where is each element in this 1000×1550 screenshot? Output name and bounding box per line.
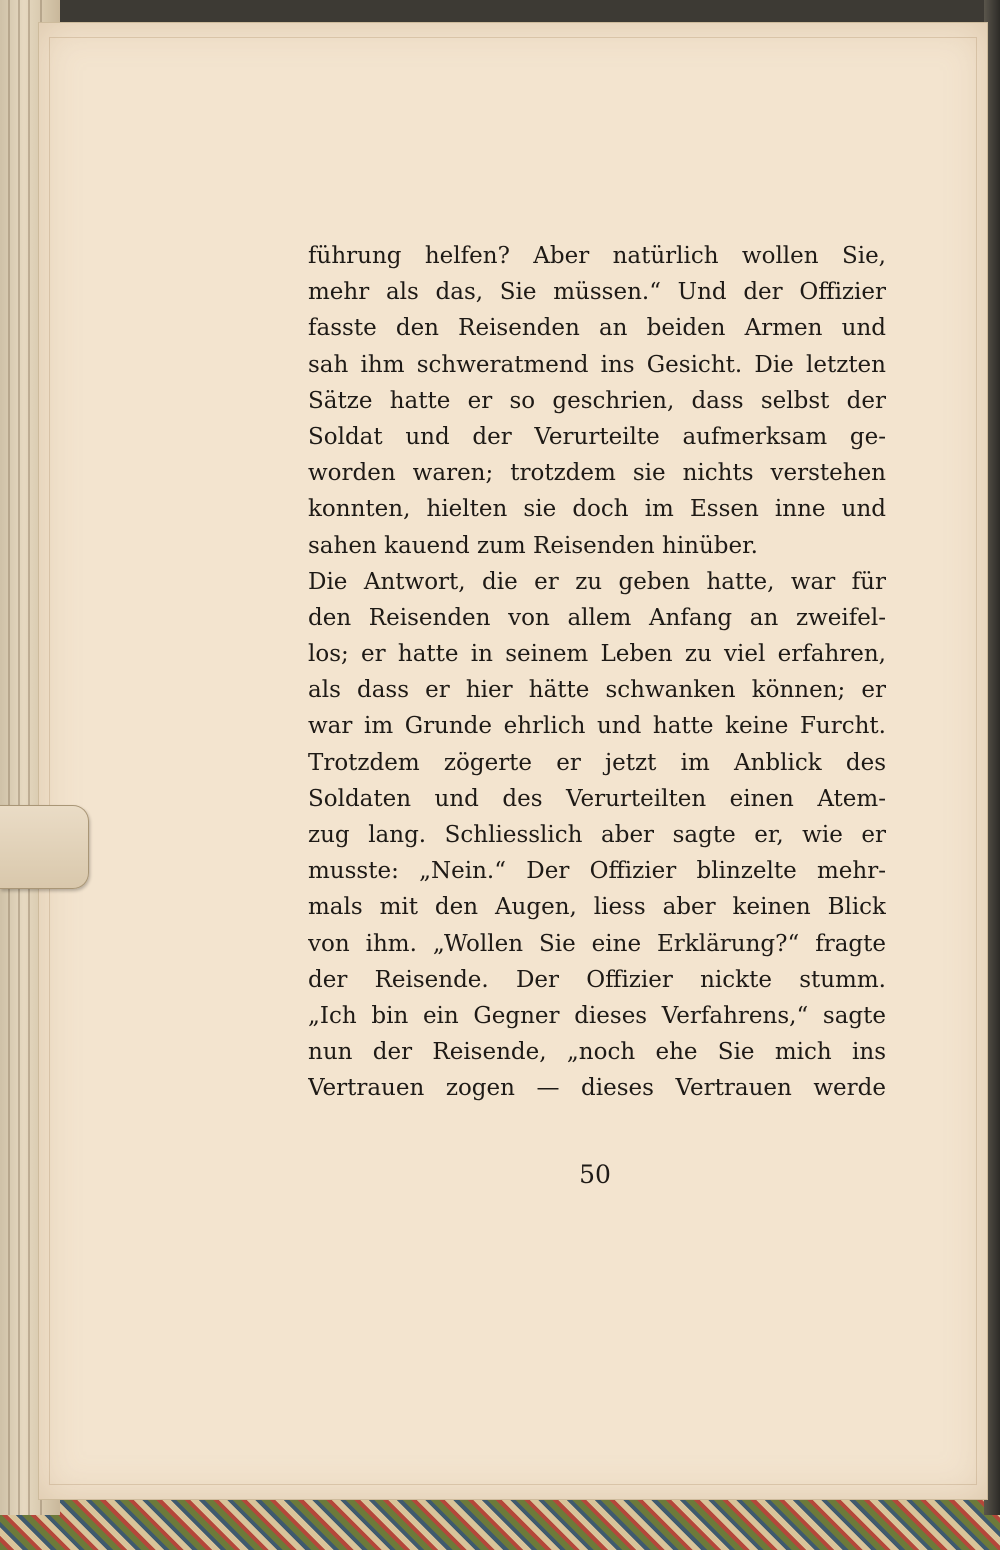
text-line: musste: „Nein.“ Der Offizier blinzelte mehr- [308,858,886,885]
text-line: sah ihm schweratmend ins Gesicht. Die letzten [308,351,886,378]
page-text [308,238,886,1143]
text-line: mehr als das, Sie müssen.“ Und der Offizier [308,279,886,306]
text-line: zug lang. Schliesslich aber sagte er, wie er [308,822,886,848]
text-line: Soldaten und des Verurteilten einen Atem- [308,785,886,812]
text-line: als dass er hier hätte schwanken können; er [308,677,886,704]
text-line: führung helfen? Aber natürlich wollen Sie, [308,243,886,269]
text-line: sahen kauend zum Reisenden hinüber. [308,532,758,559]
page-number: 50 [579,1160,611,1189]
text-line: der Reisende. Der Offizier nickte stumm. [308,966,886,993]
text-line: von ihm. „Wollen Sie eine Erklärung?“ fragte [308,930,886,957]
text-line: den Reisenden von allem Anfang an zweifel- [308,604,886,631]
bookmark-tab [0,805,89,889]
text-line: fasste den Reisenden an beiden Armen und [308,315,886,342]
book-cover-pattern [0,1500,1000,1550]
text-line: nun der Reisende, „noch ehe Sie mich ins [308,1039,886,1066]
text-line: „Ich bin ein Gegner dieses Verfahrens,“ sagte [308,1002,886,1029]
text-line: war im Grunde ehrlich und hatte keine Furcht. [308,713,886,740]
text-line: Die Antwort, die er zu geben hatte, war für [308,568,886,595]
text-line: Trotzdem zögerte er jetzt im Anblick des [308,749,886,776]
text-line: Sätze hatte er so geschrien, dass selbst der [308,387,886,414]
text-line: konnten, hielten sie doch im Essen inne und [308,496,886,523]
text-line: los; er hatte in seinem Leben zu viel erfahren, [308,641,886,668]
text-line: worden waren; trotzdem sie nichts verstehen [308,460,886,487]
text-line: Soldat und der Verurteilte aufmerksam ge- [308,423,886,450]
text-line: mals mit den Augen, liess aber keinen Blick [308,894,886,921]
text-line: Vertrauen zogen — dieses Vertrauen werde [308,1075,886,1102]
